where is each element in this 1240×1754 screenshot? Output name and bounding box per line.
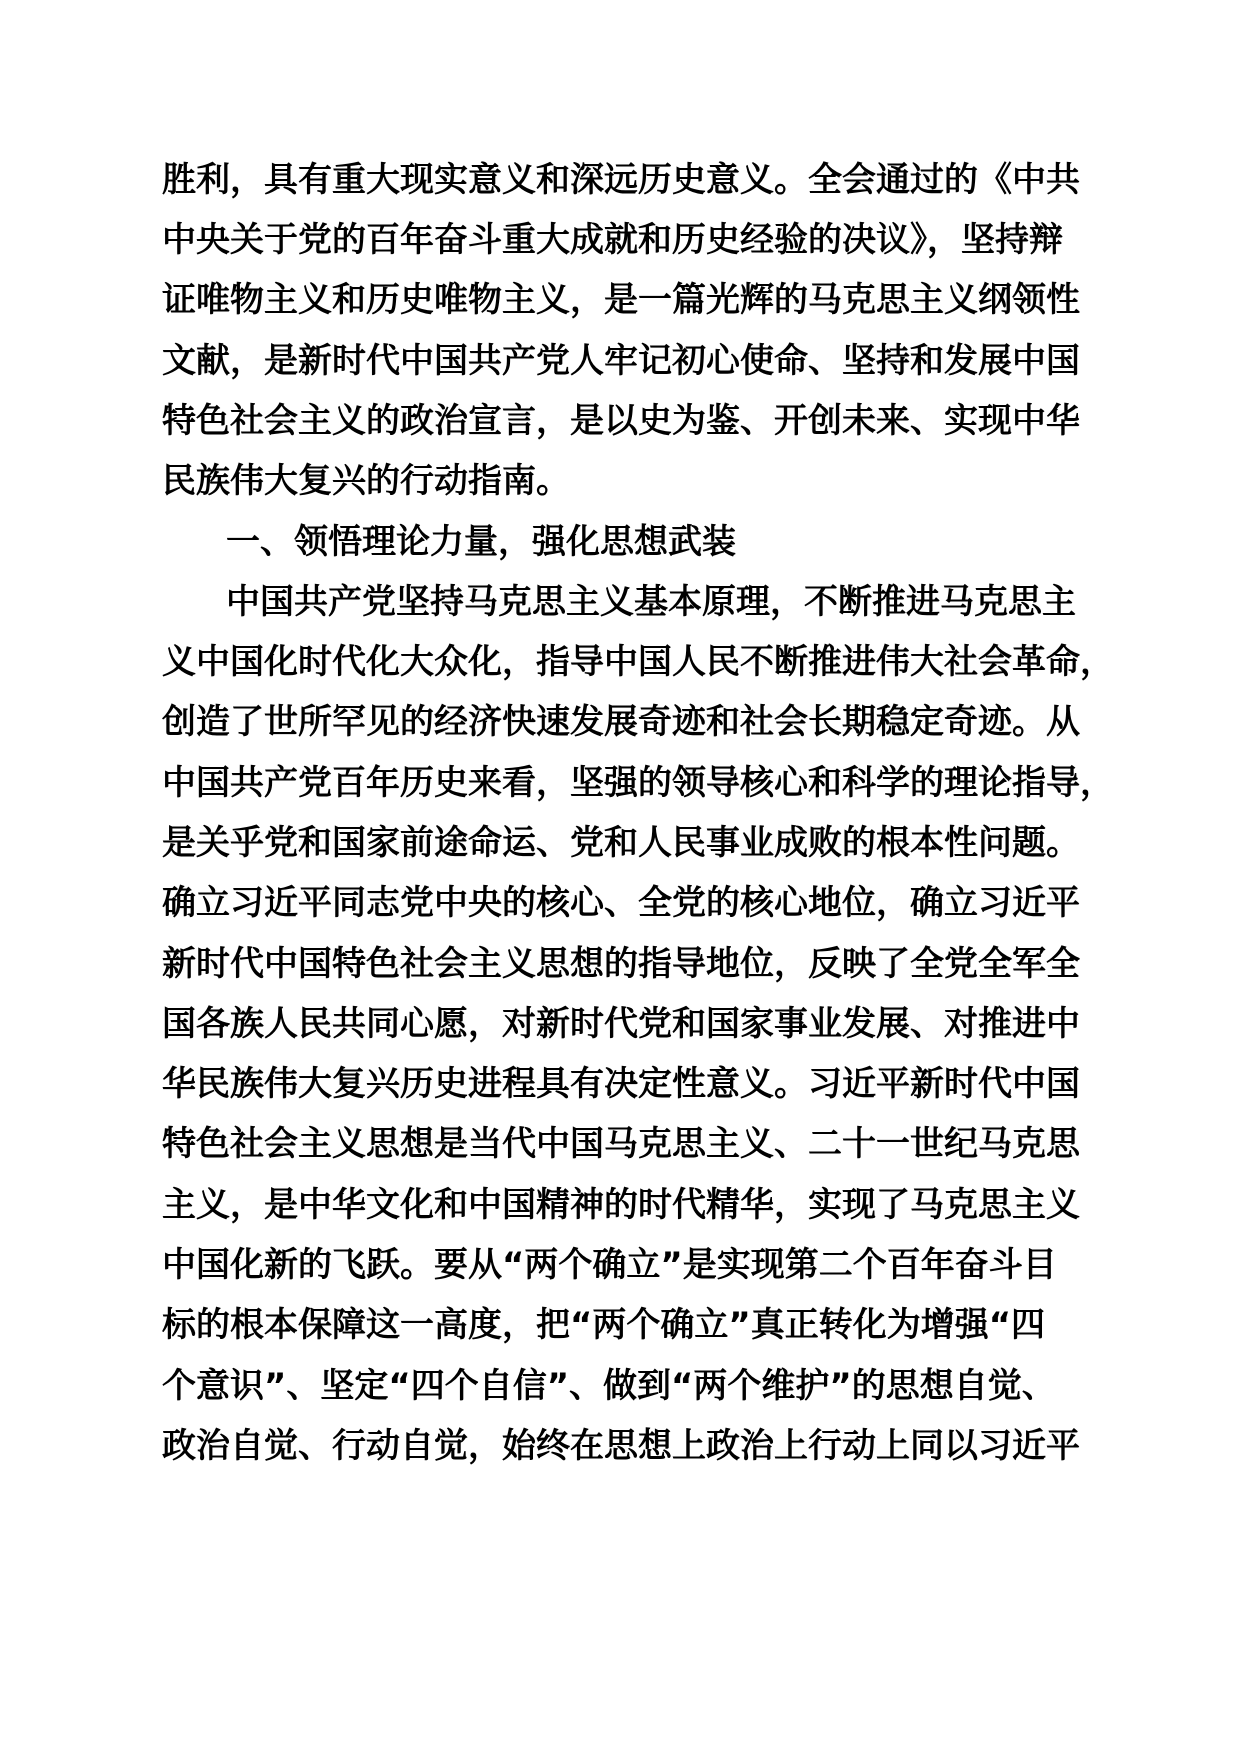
text-line: 义中国化时代化大众化，指导中国人民不断推进伟大社会革命，	[162, 642, 1114, 682]
text-line: 证唯物主义和历史唯物主义，是一篇光辉的马克思主义纲领性	[162, 280, 1080, 320]
text-line: 标的根本保障这一高度，把“两个确立”真正转化为增强“四	[162, 1305, 1046, 1345]
text-line: 特色社会主义思想是当代中国马克思主义、二十一世纪马克思	[162, 1124, 1080, 1164]
text-line: 中国化新的飞跃。要从“两个确立”是实现第二个百年奋斗目	[162, 1245, 1057, 1285]
text-line: 国各族人民共同心愿，对新时代党和国家事业发展、对推进中	[162, 1004, 1080, 1044]
section-heading: 一、领悟理论力量，强化思想武装	[226, 522, 736, 562]
text-line: 确立习近平同志党中央的核心、全党的核心地位，确立习近平	[162, 883, 1080, 923]
text-line: 特色社会主义的政治宣言，是以史为鉴、开创未来、实现中华	[162, 401, 1080, 441]
text-line: 中央关于党的百年奋斗重大成就和历史经验的决议》，坚持辩	[162, 220, 1063, 260]
text-line: 新时代中国特色社会主义思想的指导地位，反映了全党全军全	[162, 944, 1080, 984]
text-line: 主义，是中华文化和中国精神的时代精华，实现了马克思主义	[162, 1185, 1080, 1225]
text-line: 创造了世所罕见的经济快速发展奇迹和社会长期稳定奇迹。从	[162, 702, 1080, 742]
text-line: 民族伟大复兴的行动指南。	[162, 461, 570, 501]
text-line: 中国共产党百年历史来看，坚强的领导核心和科学的理论指导，	[162, 763, 1114, 803]
text-line: 个意识”、坚定“四个自信”、做到“两个维护”的思想自觉、	[162, 1366, 1056, 1406]
text-line: 政治自觉、行动自觉，始终在思想上政治上行动上同以习近平	[162, 1426, 1080, 1466]
text-line: 华民族伟大复兴历史进程具有决定性意义。习近平新时代中国	[162, 1064, 1080, 1104]
text-line: 胜利，具有重大现实意义和深远历史意义。全会通过的《中共	[162, 160, 1080, 200]
text-line: 中国共产党坚持马克思主义基本原理，不断推进马克思主	[226, 582, 1076, 622]
text-line: 文献，是新时代中国共产党人牢记初心使命、坚持和发展中国	[162, 341, 1080, 381]
text-line: 是关乎党和国家前途命运、党和人民事业成败的根本性问题。	[162, 823, 1080, 863]
